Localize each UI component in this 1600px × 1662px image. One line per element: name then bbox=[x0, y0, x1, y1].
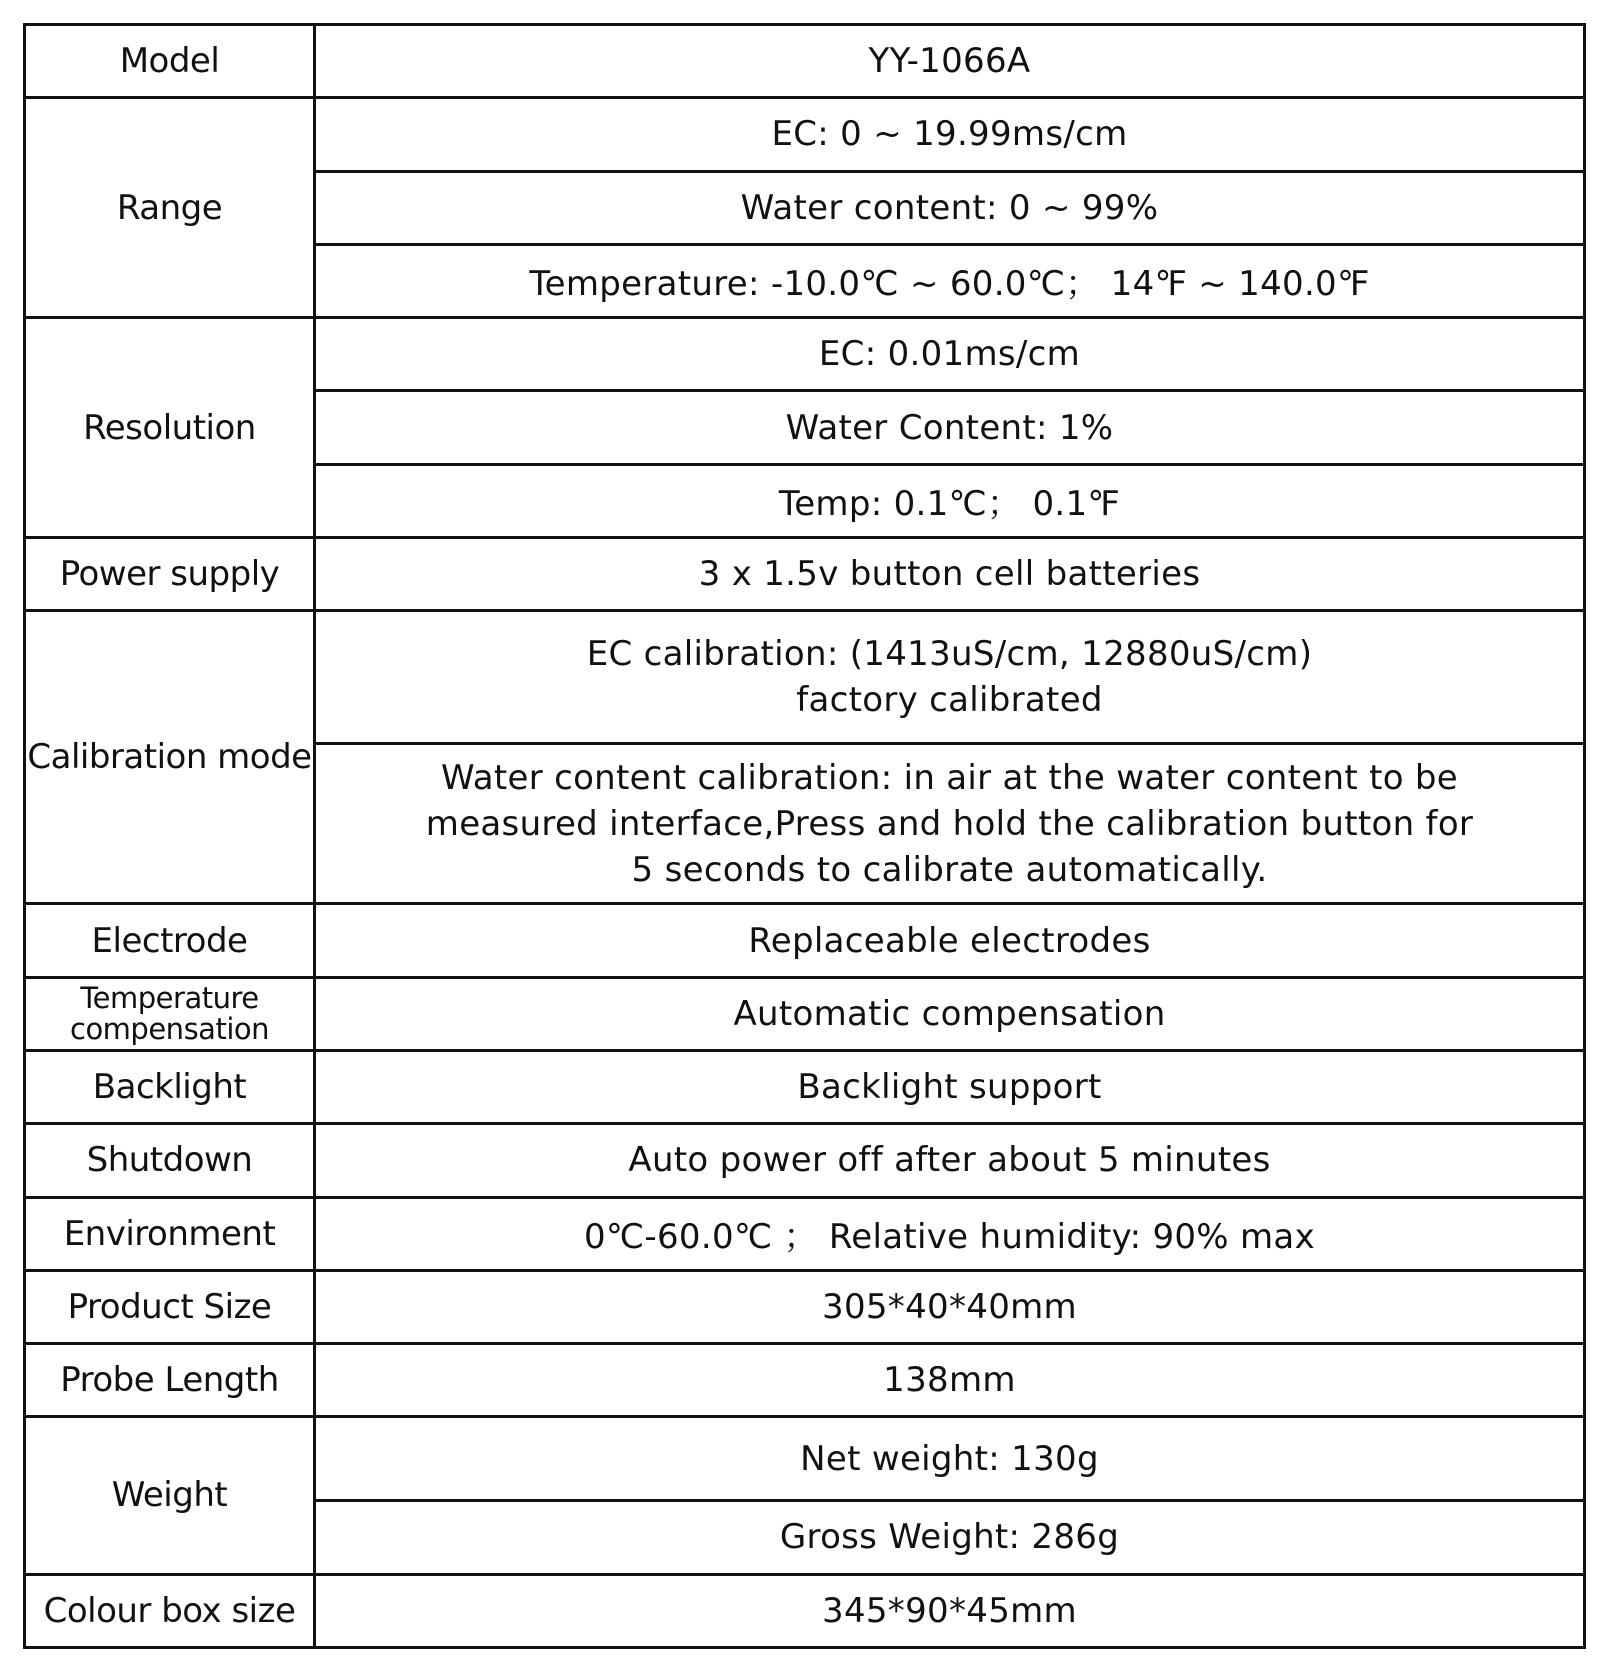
product-size-value: 305*40*40mm bbox=[315, 1270, 1585, 1343]
net-weight-value: Net weight: 130g bbox=[315, 1417, 1585, 1501]
backlight-value: Backlight support bbox=[315, 1050, 1585, 1123]
table-row bbox=[25, 1574, 1585, 1647]
table-row bbox=[25, 1270, 1585, 1343]
temperature-compensation-value: Automatic compensation bbox=[315, 977, 1585, 1050]
table-row bbox=[25, 1124, 1585, 1197]
water-calibration-line: measured interface,Press and hold the calibration button for bbox=[425, 803, 1474, 844]
table-row bbox=[25, 611, 1585, 744]
gross-weight-value: Gross Weight: 286g bbox=[315, 1501, 1585, 1574]
resolution-water-value: Water Content: 1% bbox=[315, 391, 1585, 464]
spec-table bbox=[23, 23, 1586, 1649]
ec-calibration-cell bbox=[315, 611, 1585, 744]
water-calibration-line: 5 seconds to calibrate automatically. bbox=[631, 849, 1268, 890]
electrode-value: Replaceable electrodes bbox=[315, 904, 1585, 977]
ec-calibration-line: EC calibration: (1413uS/cm, 12880uS/cm) bbox=[586, 634, 1313, 675]
colour-box-size-value: 345*90*45mm bbox=[315, 1574, 1585, 1647]
ec-calibration-note: factory calibrated bbox=[796, 680, 1103, 721]
table-row bbox=[25, 25, 1585, 98]
temperature-compensation-label-line: Temperature bbox=[80, 980, 259, 1015]
table-row bbox=[25, 904, 1585, 977]
table-row bbox=[25, 1417, 1585, 1501]
water-calibration-line: Water content calibration: in air at the water content to be bbox=[440, 757, 1459, 798]
backlight-label: Backlight bbox=[25, 1050, 315, 1123]
table-row bbox=[25, 98, 1585, 171]
environment-value: 0℃-60.0℃ ； Relative humidity: 90% max bbox=[315, 1197, 1585, 1270]
water-calibration-cell bbox=[315, 744, 1585, 904]
power-supply-value: 3 x 1.5v button cell batteries bbox=[315, 537, 1585, 610]
calibration-mode-label: Calibration mode bbox=[25, 611, 315, 904]
table-row bbox=[25, 1197, 1585, 1270]
product-size-label: Product Size bbox=[25, 1270, 315, 1343]
model-value: YY-1066A bbox=[315, 25, 1585, 98]
colour-box-size-label: Colour box size bbox=[25, 1574, 315, 1647]
range-ec-value: EC: 0 ~ 19.99ms/cm bbox=[315, 98, 1585, 171]
resolution-label: Resolution bbox=[25, 318, 315, 538]
power-supply-label: Power supply bbox=[25, 537, 315, 610]
temperature-compensation-label-line: compensation bbox=[70, 1011, 269, 1046]
weight-label: Weight bbox=[25, 1417, 315, 1574]
environment-label: Environment bbox=[25, 1197, 315, 1270]
table-row bbox=[25, 1344, 1585, 1417]
table-row bbox=[25, 977, 1585, 1050]
table-row bbox=[25, 318, 1585, 391]
table-row bbox=[25, 537, 1585, 610]
shutdown-label: Shutdown bbox=[25, 1124, 315, 1197]
probe-length-value: 138mm bbox=[315, 1344, 1585, 1417]
range-water-value: Water content: 0 ~ 99% bbox=[315, 171, 1585, 244]
model-label: Model bbox=[25, 25, 315, 98]
electrode-label: Electrode bbox=[25, 904, 315, 977]
table-row bbox=[25, 1050, 1585, 1123]
temperature-compensation-label bbox=[25, 977, 315, 1050]
resolution-temp-value: Temp: 0.1℃； 0.1℉ bbox=[315, 464, 1585, 537]
range-temperature-value: Temperature: -10.0℃ ~ 60.0℃； 14℉ ~ 140.0℉ bbox=[315, 244, 1585, 317]
probe-length-label: Probe Length bbox=[25, 1344, 315, 1417]
range-label: Range bbox=[25, 98, 315, 318]
resolution-ec-value: EC: 0.01ms/cm bbox=[315, 318, 1585, 391]
shutdown-value: Auto power off after about 5 minutes bbox=[315, 1124, 1585, 1197]
